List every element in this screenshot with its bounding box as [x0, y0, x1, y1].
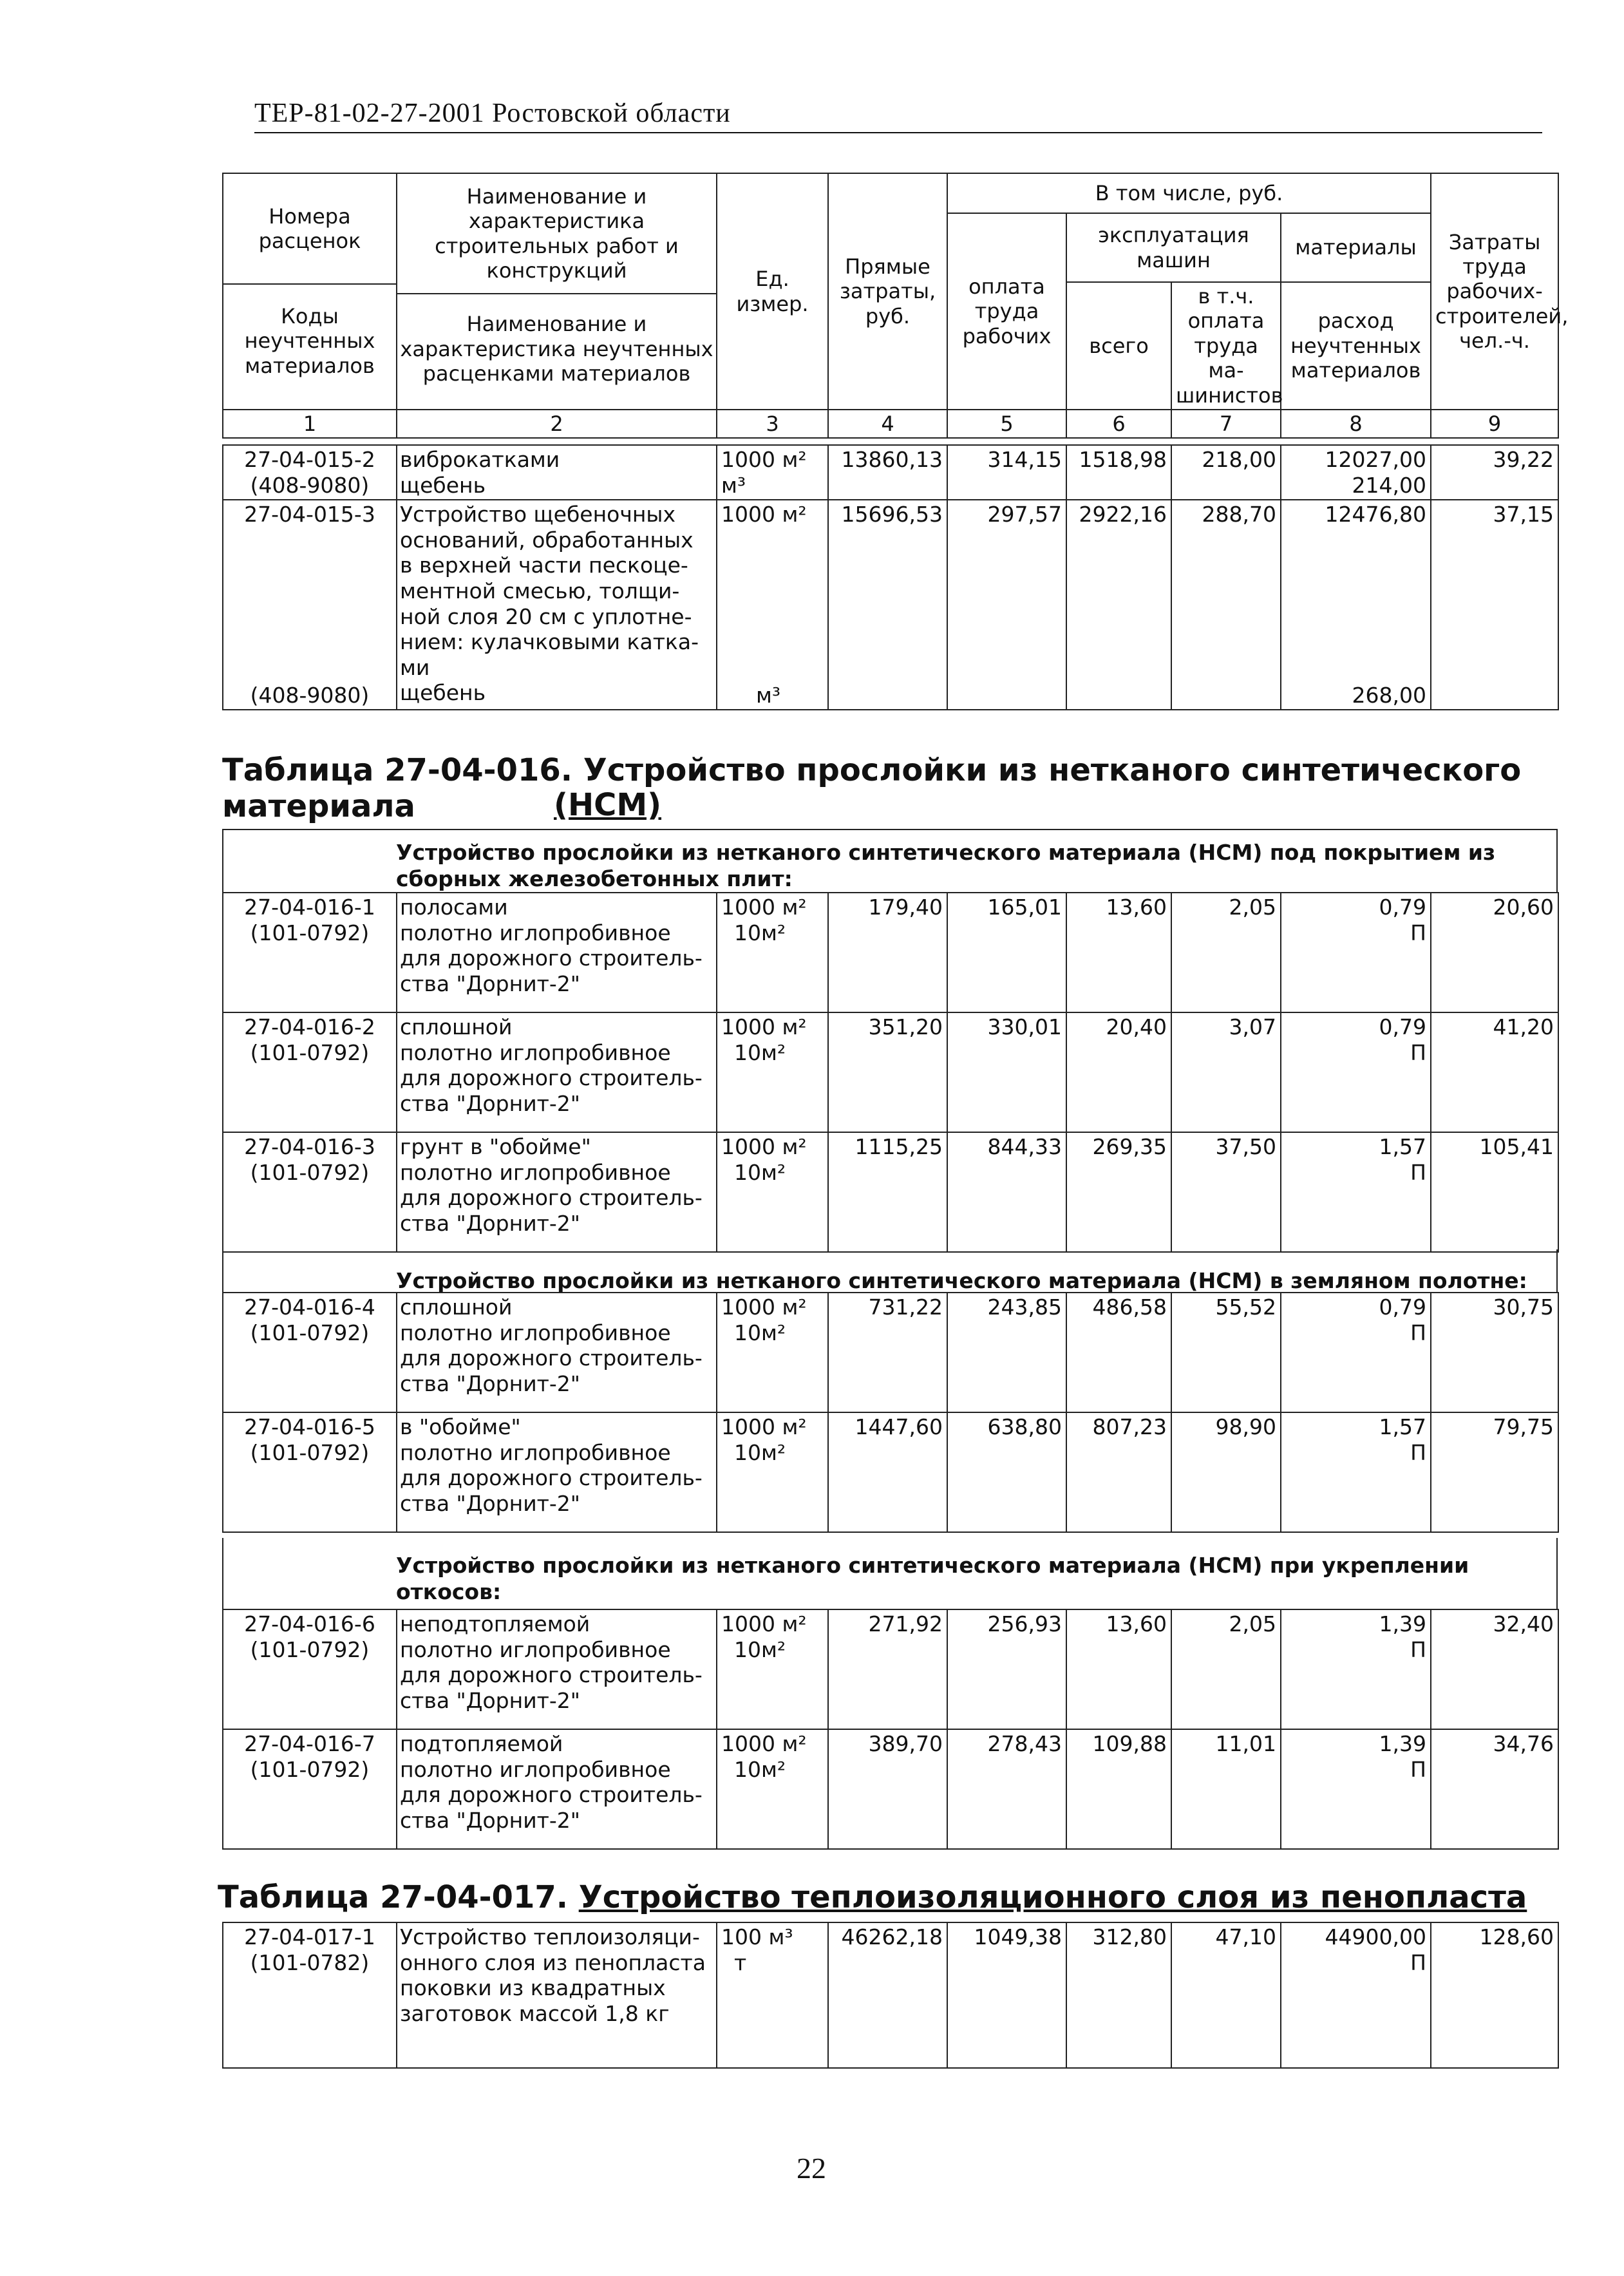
column-header-table [222, 173, 1569, 439]
machine-total: 1518,98 [1066, 445, 1171, 500]
labor-cost: 638,80 [947, 1412, 1066, 1532]
material-consumption: П [1410, 1636, 1426, 1662]
machine-total: 20,40 [1066, 1012, 1171, 1132]
rate-code: 27-04-016-7 [244, 1731, 375, 1756]
header-col3: Ед. измер. [717, 173, 828, 410]
work-name: подтопляемой [400, 1731, 563, 1756]
page-number: 22 [797, 2152, 826, 2185]
rate-code: 27-04-016-2 [244, 1014, 375, 1039]
material-code: (101-0792) [250, 1439, 370, 1465]
material-unit: 10м² [734, 1039, 786, 1065]
material-consumption: П [1410, 920, 1426, 945]
rate-code: 27-04-017-1 [244, 1924, 375, 1949]
material-unit: 10м² [734, 1439, 786, 1465]
machine-labor: 288,70 [1171, 500, 1281, 710]
work-name: неподтопляемой [400, 1611, 590, 1636]
header-names-cell [397, 173, 717, 410]
table-016-title-cont: (НСМ) [554, 787, 662, 823]
rates-table-016-a [222, 892, 1559, 1253]
labor-cost: 243,85 [947, 1293, 1066, 1412]
material-unit: 10м² [734, 1159, 786, 1185]
header-col4: Прямые затраты, руб. [828, 173, 947, 410]
right-rule [1556, 1249, 1558, 1292]
table-row [223, 1293, 1558, 1412]
material-unit: м³ [756, 682, 781, 708]
material-consumption: П [1410, 1159, 1426, 1185]
rates-table-016-c [222, 1609, 1559, 1850]
labor-cost: 330,01 [947, 1012, 1066, 1132]
materials-cost: 0,79 [1379, 1014, 1426, 1039]
materials-cost: 12027,00 [1325, 447, 1426, 472]
machine-labor: 98,90 [1171, 1412, 1281, 1532]
header-col2-top: Наименование и характеристика строительных работ и конструкций [435, 184, 679, 283]
material-consumption: П [1410, 1320, 1426, 1345]
material-name: полотно иглопробивное для дорожного строитель-ства "Дорнит-2" [400, 1320, 703, 1396]
unit: 1000 м² [721, 502, 807, 527]
unit: 100 м³ [721, 1924, 793, 1949]
table-016-top-rule [222, 829, 1558, 830]
rate-code: 27-04-016-5 [244, 1414, 375, 1439]
labor-hours: 79,75 [1431, 1412, 1558, 1532]
right-rule [1556, 1538, 1558, 1609]
work-name: сплошной [400, 1014, 513, 1039]
material-code: (101-0792) [250, 920, 370, 945]
header-col7: в т.ч. оплата труда ма-шинистов [1171, 282, 1281, 410]
unit: 1000 м² [721, 1731, 807, 1756]
header-col5: оплата труда рабочих [947, 213, 1066, 410]
table-row [223, 445, 1558, 500]
header-col6: всего [1066, 282, 1171, 410]
labor-cost: 314,15 [947, 445, 1066, 500]
material-name: щебень [400, 472, 486, 498]
left-rule [222, 829, 223, 892]
rate-code: 27-04-016-4 [244, 1294, 375, 1320]
header-number: 5 [947, 410, 1066, 438]
table-row [223, 1609, 1558, 1729]
materials-cost: 1,57 [1379, 1134, 1426, 1159]
material-name: полотно иглопробивное для дорожного строитель-ства "Дорнит-2" [400, 1039, 703, 1116]
machine-labor: 55,52 [1171, 1293, 1281, 1412]
machine-total: 13,60 [1066, 893, 1171, 1012]
material-code: (101-0792) [250, 1159, 370, 1185]
work-name: виброкатками [400, 447, 560, 472]
material-consumption: 268,00 [1352, 682, 1426, 708]
rates-table-016-b [222, 1292, 1559, 1533]
header-col8: расход неучтенных материалов [1281, 282, 1431, 410]
unit: 1000 м² [721, 1414, 807, 1439]
rate-code: 27-04-016-3 [244, 1134, 375, 1159]
labor-cost: 165,01 [947, 893, 1066, 1012]
header-codes-cell [223, 173, 397, 410]
document-header-title: ТЕР-81-02-27-2001 Ростовской области [254, 99, 731, 128]
machine-labor: 3,07 [1171, 1012, 1281, 1132]
material-name: полотно иглопробивное для дорожного строитель-ства "Дорнит-2" [400, 1756, 703, 1833]
header-group: В том числе, руб. [947, 173, 1431, 213]
materials-cost: 1,39 [1379, 1731, 1426, 1756]
labor-hours: 30,75 [1431, 1293, 1558, 1412]
machine-total: 269,35 [1066, 1132, 1171, 1252]
material-name: полотно иглопробивное для дорожного строитель-ства "Дорнит-2" [400, 1636, 703, 1713]
rate-code: 27-04-016-6 [244, 1611, 375, 1636]
machine-total: 109,88 [1066, 1729, 1171, 1849]
right-rule [1556, 829, 1558, 892]
material-unit: 10м² [734, 1320, 786, 1345]
machine-total: 312,80 [1066, 1922, 1171, 2068]
table-row [223, 1012, 1558, 1132]
machine-total: 486,58 [1066, 1293, 1171, 1412]
header-number: 9 [1431, 410, 1558, 438]
labor-hours: 37,15 [1431, 500, 1558, 710]
materials-cost: 0,79 [1379, 895, 1426, 920]
machine-labor: 11,01 [1171, 1729, 1281, 1849]
labor-cost: 256,93 [947, 1609, 1066, 1729]
material-consumption: П [1410, 1039, 1426, 1065]
direct-cost: 15696,53 [828, 500, 947, 710]
unit: 1000 м² [721, 1611, 807, 1636]
left-rule [222, 1249, 223, 1292]
material-consumption: П [1410, 1949, 1426, 1975]
table-016-title-text: Устройство прослойки из нетканого синтетического материала [222, 752, 1522, 824]
header-number: 1 [223, 410, 397, 438]
table-017-title [218, 1879, 1527, 1915]
header-number: 2 [397, 410, 717, 438]
machine-total: 2922,16 [1066, 500, 1171, 710]
unit: 1000 м² [721, 1294, 807, 1320]
unit: 1000 м² [721, 1014, 807, 1039]
machine-labor: 37,50 [1171, 1132, 1281, 1252]
header-col2-bottom: Наименование и характеристика неучтенных расценками материалов [397, 293, 716, 404]
work-name: грунт в "обойме" [400, 1134, 591, 1159]
material-unit: 10м² [734, 1636, 786, 1662]
table-017-title-text: Устройство теплоизоляционного слоя из пенопласта [578, 1879, 1527, 1915]
labor-hours: 20,60 [1431, 893, 1558, 1012]
table-row [223, 893, 1558, 1012]
material-name: полотно иглопробивное для дорожного строитель-ства "Дорнит-2" [400, 1439, 703, 1516]
rates-table-015 [222, 444, 1559, 710]
header-numbers-row [223, 410, 1558, 438]
work-name: сплошной [400, 1294, 513, 1320]
machine-total: 807,23 [1066, 1412, 1171, 1532]
labor-hours: 128,60 [1431, 1922, 1558, 2068]
material-unit: 10м² [734, 920, 786, 945]
rate-code: 27-04-016-1 [244, 895, 375, 920]
machine-labor: 2,05 [1171, 893, 1281, 1012]
material-unit: 10м² [734, 1756, 786, 1782]
table-016-title [222, 752, 1624, 824]
unit: 1000 м² [721, 447, 807, 472]
table-016-title-continuation [554, 787, 661, 823]
material-code: (408-9080) [250, 472, 370, 498]
header-col9: Затраты труда рабочих-строителей, чел.-ч. [1431, 173, 1558, 410]
materials-cost: 1,57 [1379, 1414, 1426, 1439]
work-name: Устройство щебеночных оснований, обработанных в верхней части пескоце-ментной смесью, толщи-ной слоя 20 см с уплотне-нием: кулачковыми катка-ми [400, 502, 699, 680]
direct-cost: 389,70 [828, 1729, 947, 1849]
material-unit: м³ [721, 472, 746, 498]
table-016-title-prefix: Таблица 27-04-016. [222, 752, 583, 788]
direct-cost: 1447,60 [828, 1412, 947, 1532]
direct-cost: 351,20 [828, 1012, 947, 1132]
material-code: (101-0792) [250, 1039, 370, 1065]
work-name: в "обойме" [400, 1414, 521, 1439]
machine-total: 13,60 [1066, 1609, 1171, 1729]
header-number: 3 [717, 410, 828, 438]
material-consumption: П [1410, 1756, 1426, 1782]
rates-table-017 [222, 1922, 1559, 2069]
material-code: (101-0782) [250, 1949, 370, 1975]
table-row [223, 1922, 1558, 2068]
material-code: (101-0792) [250, 1636, 370, 1662]
table-row [223, 1729, 1558, 1849]
table-017-title-prefix: Таблица 27-04-017. [218, 1879, 579, 1915]
direct-cost: 731,22 [828, 1293, 947, 1412]
header-machine-group: эксплуатация машин [1066, 213, 1281, 282]
header-number: 7 [1171, 410, 1281, 438]
header-rule [254, 132, 1542, 133]
labor-cost: 1049,38 [947, 1922, 1066, 2068]
direct-cost: 271,92 [828, 1609, 947, 1729]
table-row [223, 1412, 1558, 1532]
header-number: 6 [1066, 410, 1171, 438]
header-number: 8 [1281, 410, 1431, 438]
material-name: поковки из квадратных заготовок массой 1,8 кг [400, 1975, 670, 2026]
header-number: 4 [828, 410, 947, 438]
material-code: (101-0792) [250, 1756, 370, 1782]
material-name: полотно иглопробивное для дорожного строитель-ства "Дорнит-2" [400, 920, 703, 996]
subheading-slopes: Устройство прослойки из нетканого синтетического материала (НСМ) при укреплении откосов: [396, 1553, 1469, 1605]
labor-hours: 34,76 [1431, 1729, 1558, 1849]
labor-hours: 32,40 [1431, 1609, 1558, 1729]
materials-cost: 1,39 [1379, 1611, 1426, 1636]
labor-cost: 278,43 [947, 1729, 1066, 1849]
machine-labor: 218,00 [1171, 445, 1281, 500]
direct-cost: 13860,13 [828, 445, 947, 500]
table-row [223, 1132, 1558, 1252]
header-col1-bottom: Коды неучтенных материалов [223, 283, 396, 397]
work-name: Устройство теплоизоляци-онного слоя из пенопласта [400, 1924, 706, 1975]
labor-cost: 844,33 [947, 1132, 1066, 1252]
direct-cost: 179,40 [828, 893, 947, 1012]
materials-cost: 12476,80 [1325, 502, 1426, 527]
header-materials-group: материалы [1281, 213, 1431, 282]
machine-labor: 2,05 [1171, 1609, 1281, 1729]
material-consumption: 214,00 [1352, 472, 1426, 498]
material-consumption: П [1410, 1439, 1426, 1465]
materials-cost: 44900,00 [1325, 1924, 1426, 1949]
material-name: полотно иглопробивное для дорожного строитель-ства "Дорнит-2" [400, 1159, 703, 1236]
rate-code: 27-04-015-3 [244, 502, 375, 527]
table-row [223, 500, 1558, 710]
unit: 1000 м² [721, 895, 807, 920]
labor-cost: 297,57 [947, 500, 1066, 710]
material-code: (408-9080) [250, 682, 370, 708]
machine-labor: 47,10 [1171, 1922, 1281, 2068]
subheading-subgrade: Устройство прослойки из нетканого синтетического материала (НСМ) в земляном полотне: [396, 1268, 1527, 1293]
subheading-plates: Устройство прослойки из нетканого синтетического материала (НСМ) под покрытием из сборных железобетонных плит: [396, 840, 1496, 892]
unit: 1000 м² [721, 1134, 807, 1159]
labor-hours: 41,20 [1431, 1012, 1558, 1132]
materials-cost: 0,79 [1379, 1294, 1426, 1320]
labor-hours: 39,22 [1431, 445, 1558, 500]
material-name: щебень [400, 680, 486, 706]
work-name: полосами [400, 895, 508, 920]
header-col1-top: Номера расценок [258, 204, 361, 253]
direct-cost: 46262,18 [828, 1922, 947, 2068]
labor-hours: 105,41 [1431, 1132, 1558, 1252]
left-rule [222, 1538, 223, 1609]
material-unit: т [734, 1949, 747, 1975]
material-code: (101-0792) [250, 1320, 370, 1345]
rate-code: 27-04-015-2 [244, 447, 375, 472]
direct-cost: 1115,25 [828, 1132, 947, 1252]
